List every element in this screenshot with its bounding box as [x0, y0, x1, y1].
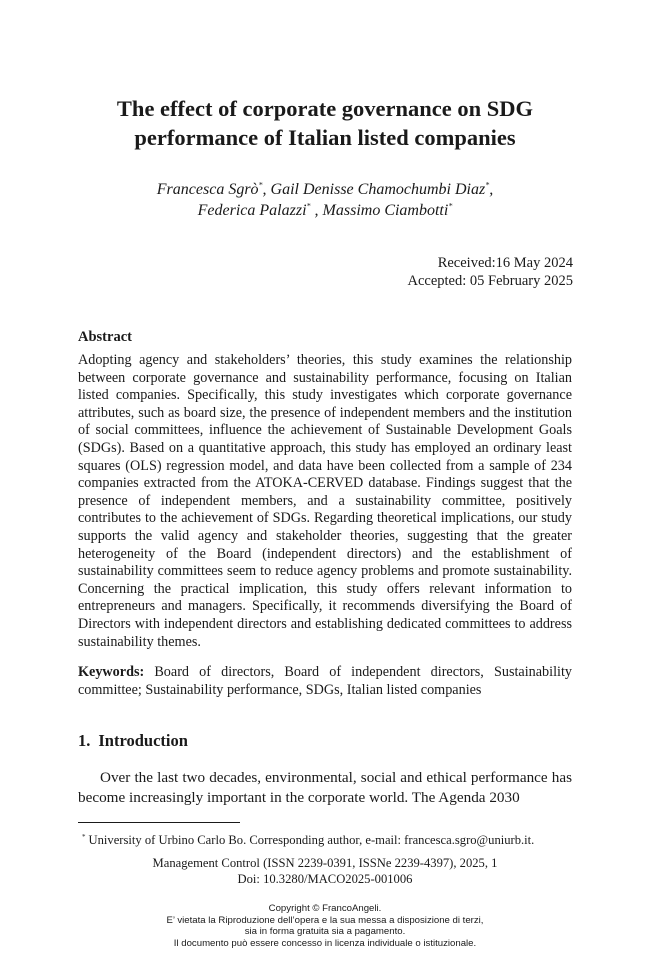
- copyright-line-2: E’ vietata la Riproduzione dell’opera e la sua messa a disposizione di terzi,: [166, 914, 484, 926]
- section-number: 1.: [78, 731, 91, 750]
- author-list: [78, 179, 572, 221]
- affiliation-marker: *: [258, 180, 263, 190]
- submission-dates: [408, 254, 574, 290]
- section-title: Introduction: [98, 731, 188, 750]
- title-line-2: performance of Italian listed companies: [134, 125, 516, 150]
- footnote-marker: *: [82, 832, 86, 841]
- abstract-text: Adopting agency and stakeholders’ theories, this study examines the relationship between corporate governance and sustainability performance, focusing on Italian listed companies. Specifically, this study investigates which corporate governance attributes, such as board size, the presence of independent members and the institution of social committees, influence the achievement of Sustainable Development Goals (SDGs). Based on a quantitative approach, this study has employed an ordinary least squares (OLS) regression model, and data have been collected from a sample of 234 companies extracted from the ATOKA-CERVED database. Findings suggest that the presence of independent members, and a sustainability committee, positively contributes to the achievement of SDGs. Regarding theoretical implications, our study supports the valid agency and stakeholder theories, suggesting that the greater heterogeneity of the Board (independent directors) and the establishment of sustainability committees seem to reduce agency problems and promote sustainability. Concerning the practical implication, this study offers relevant information to entrepreneurs and managers. Specifically, it recommends diversifying the Board of Directors with independent directors and establishing dedicated committees to address sustainability themes.: [78, 352, 572, 650]
- footnote-divider: [78, 822, 240, 823]
- accepted-date: Accepted: 05 February 2025: [407, 273, 573, 289]
- introduction-text: Over the last two decades, environmental, social and ethical performance has become increasingly important in the corporate world. The Agenda 2030: [78, 769, 572, 806]
- affiliation-marker: *: [448, 201, 453, 211]
- footnote: [82, 832, 582, 848]
- author-name: Federica Palazzi: [197, 202, 307, 219]
- affiliation-marker: *: [485, 180, 490, 190]
- keywords-text: Board of directors, Board of independent directors, Sustainability committee; Sustainability performance, SDGs, Italian listed companies: [78, 664, 573, 698]
- received-date: Received:16 May 2024: [437, 255, 573, 271]
- copyright-line-3: sia in forma gratuita sia a pagamento.: [244, 926, 406, 937]
- authors-line-1: Francesca Sgrò*, Gail Denisse Chamochumbi Diaz*,: [156, 180, 494, 198]
- keywords: [78, 664, 572, 699]
- author-name: Francesca Sgrò: [156, 181, 259, 198]
- copyright-notice: [78, 903, 572, 949]
- journal-issn: Management Control (ISSN 2239-0391, ISSNe 2239-4397), 2025, 1: [152, 856, 498, 870]
- copyright-line-4: Il documento può essere concesso in licenza individuale o istituzionale.: [173, 937, 477, 949]
- copyright-line-1: Copyright © FrancoAngeli.: [268, 903, 382, 914]
- footnote-text: University of Urbino Carlo Bo. Corresponding author, e-mail: francesca.sgro@uniurb.it.: [88, 833, 535, 847]
- journal-info: [78, 855, 572, 887]
- paper-title: [78, 94, 572, 152]
- authors-line-2: Federica Palazzi* , Massimo Ciambotti*: [197, 201, 453, 219]
- author-name: Massimo Ciambotti: [322, 202, 449, 219]
- section-heading: [78, 731, 188, 751]
- affiliation-marker: *: [306, 201, 311, 211]
- abstract-heading: Abstract: [78, 329, 132, 345]
- title-line-1: The effect of corporate governance on SDG: [116, 96, 534, 121]
- author-name: Gail Denisse Chamochumbi Diaz: [270, 181, 486, 198]
- keywords-label: Keywords:: [78, 664, 145, 680]
- journal-doi: Doi: 10.3280/MACO2025-001006: [237, 872, 413, 886]
